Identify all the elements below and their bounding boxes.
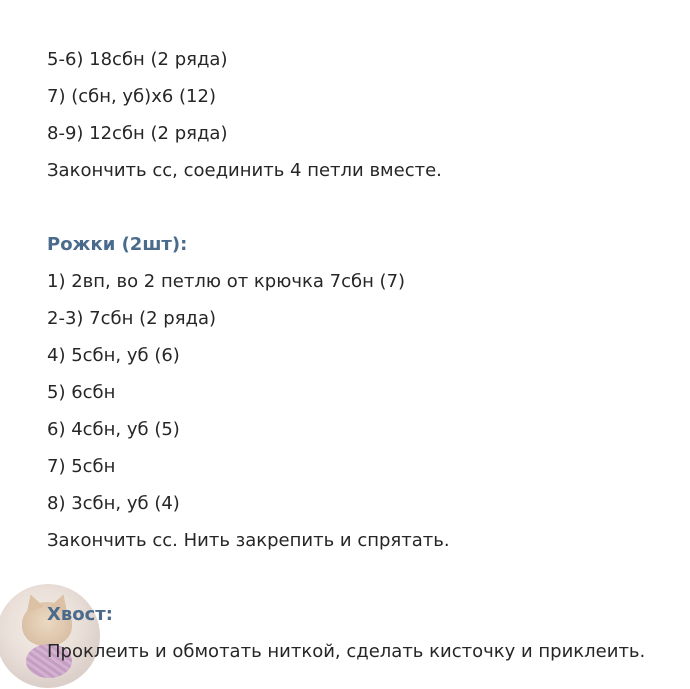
- instruction-line: Закончить сс. Нить закрепить и спрятать.: [47, 530, 450, 551]
- instruction-line: 8-9) 12сбн (2 ряда): [47, 123, 228, 144]
- instruction-line: 8) 3сбн, уб (4): [47, 493, 180, 514]
- instruction-line: 5) 6сбн: [47, 382, 116, 403]
- section-heading-tail: Хвост:: [47, 604, 113, 625]
- instruction-line: 4) 5сбн, уб (6): [47, 345, 180, 366]
- instruction-line: 7) (сбн, уб)х6 (12): [47, 86, 216, 107]
- instruction-line: 7) 5сбн: [47, 456, 116, 477]
- instruction-line: 6) 4сбн, уб (5): [47, 419, 180, 440]
- instruction-line: 2-3) 7сбн (2 ряда): [47, 308, 217, 329]
- instruction-line: Проклеить и обмотать ниткой, сделать кисточку и приклеить.: [47, 641, 646, 662]
- instruction-line: 1) 2вп, во 2 петлю от крючка 7сбн (7): [47, 271, 406, 292]
- section-heading-horns: Рожки (2шт):: [47, 234, 188, 255]
- instruction-line: 5-6) 18сбн (2 ряда): [47, 49, 228, 70]
- instruction-line: Закончить сс, соединить 4 петли вместе.: [47, 160, 442, 181]
